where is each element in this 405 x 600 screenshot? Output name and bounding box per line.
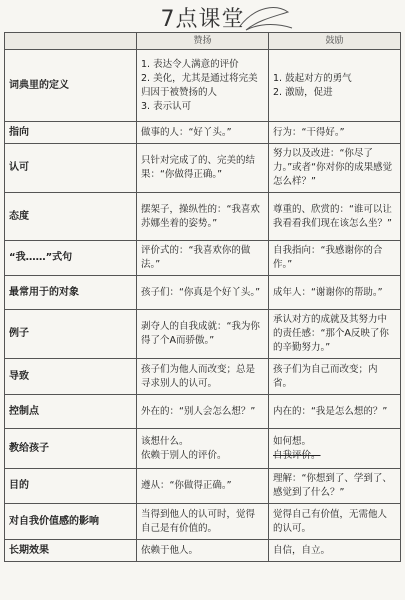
table-row (5, 395, 401, 429)
cell-line: 自我指向：“我感谢你的合作。” (273, 245, 383, 270)
cell-line: 觉得自己有价值，无需他人的认可。 (273, 508, 388, 534)
row-label: 认可 (5, 144, 137, 193)
row-label: 态度 (5, 193, 137, 241)
encourage-cell (269, 276, 401, 310)
praise-cell (137, 359, 269, 395)
table-row (5, 504, 401, 540)
cell-line: 评价式的：“我喜欢你的做法。” (141, 245, 251, 270)
cell-line: 行为：“干得好。” (273, 126, 345, 138)
cell-line: 1. 表达令人满意的评价 (141, 58, 239, 70)
encourage-cell (269, 504, 401, 540)
cell-line: 摆架子，操纵性的：“我喜欢苏娜坐着的姿势。” (141, 203, 260, 229)
encourage-cell (269, 144, 401, 193)
cell-line: 自信，自立。 (273, 544, 331, 556)
table-row (5, 122, 401, 144)
encourage-cell (269, 310, 401, 359)
cell-line: 1. 鼓起对方的勇气 (273, 72, 352, 84)
encourage-cell (269, 395, 401, 429)
cell-line: 2. 美化，尤其是通过将完美归因于被赞扬的人 (141, 72, 258, 98)
table-row (5, 540, 401, 562)
praise-cell (137, 429, 269, 469)
cell-line: 孩子们为自己而改变；内省。 (273, 363, 378, 389)
cell-line: 外在的：“别人会怎么想？” (141, 405, 256, 417)
praise-cell (137, 50, 269, 122)
encourage-cell (269, 241, 401, 276)
cell-line: 如何想。 (273, 435, 312, 447)
cell-line: 尊重的、欣赏的：“谁可以让我看看我们现在该怎么坐？” (273, 203, 392, 229)
encourage-cell (269, 122, 401, 144)
praise-cell (137, 144, 269, 193)
row-label: 对自我价值感的影响 (5, 504, 137, 540)
cell-line: 剥夺人的自我成就：“我为你得了个A而骄傲。” (141, 321, 260, 346)
cell-line: 承认对方的成就及其努力中的责任感：“那个A反映了你的辛勤努力。” (273, 314, 389, 353)
row-label: 词典里的定义 (5, 50, 137, 122)
table-row (5, 429, 401, 469)
cell-line: 自我评价。 (273, 449, 321, 461)
table-row (5, 276, 401, 310)
praise-cell (137, 193, 269, 241)
cell-line: 只针对完成了的、完美的结果：“你做得正确。” (141, 155, 256, 180)
cell-line: 努力以及改进：“你尽了力。”或者“你对你的成果感觉怎么样？” (273, 148, 393, 187)
header-blank (5, 33, 137, 50)
row-label: 导致 (5, 359, 137, 395)
row-label: “我……”式句 (5, 241, 137, 276)
encourage-cell (269, 469, 401, 504)
encourage-cell (269, 429, 401, 469)
cell-line: 当得到他人的认可时，觉得自己是有价值的。 (141, 508, 256, 534)
table-row (5, 241, 401, 276)
table-row (5, 193, 401, 241)
praise-cell (137, 469, 269, 504)
encourage-cell (269, 359, 401, 395)
row-label: 指向 (5, 122, 137, 144)
cell-line: 内在的：“我是怎么想的？” (273, 405, 388, 417)
cell-line: 做事的人：“好丫头。” (141, 126, 232, 138)
scribble-mark (236, 2, 296, 32)
praise-cell (137, 122, 269, 144)
table-row (5, 469, 401, 504)
cell-line: 孩子们：“你真是个好丫头。” (141, 286, 261, 298)
encourage-cell (269, 50, 401, 122)
row-label: 控制点 (5, 395, 137, 429)
praise-cell (137, 395, 269, 429)
row-label: 目的 (5, 469, 137, 504)
cell-line: 遵从：“你做得正确。” (141, 480, 232, 491)
cell-line: 理解：“你想到了、学到了、感觉到了什么？” (273, 473, 392, 498)
comparison-table (4, 32, 401, 562)
praise-cell (137, 276, 269, 310)
praise-cell (137, 504, 269, 540)
cell-line: 孩子们为他人而改变；总是寻求别人的认可。 (141, 363, 256, 389)
table-row (5, 310, 401, 359)
header-encourage: 鼓励 (269, 33, 401, 50)
row-label: 长期效果 (5, 540, 137, 562)
table-row (5, 144, 401, 193)
cell-line: 3. 表示认可 (141, 100, 192, 112)
row-label: 最常用于的对象 (5, 276, 137, 310)
page-title: 7点课堂 (160, 7, 245, 32)
praise-cell (137, 241, 269, 276)
cell-line: 依赖于别人的评价。 (141, 449, 227, 461)
praise-cell (137, 310, 269, 359)
table-row (5, 359, 401, 395)
encourage-cell (269, 193, 401, 241)
cell-line: 依赖于他人。 (141, 544, 199, 556)
encourage-cell (269, 540, 401, 562)
table-row (5, 50, 401, 122)
cell-line: 2. 激励，促进 (273, 86, 333, 98)
row-label: 教给孩子 (5, 429, 137, 469)
cell-line: 该想什么。 (141, 435, 189, 447)
praise-cell (137, 540, 269, 562)
row-label: 例子 (5, 310, 137, 359)
cell-line: 成年人：“谢谢你的帮助。” (273, 286, 383, 298)
header-praise: 赞扬 (137, 33, 269, 50)
